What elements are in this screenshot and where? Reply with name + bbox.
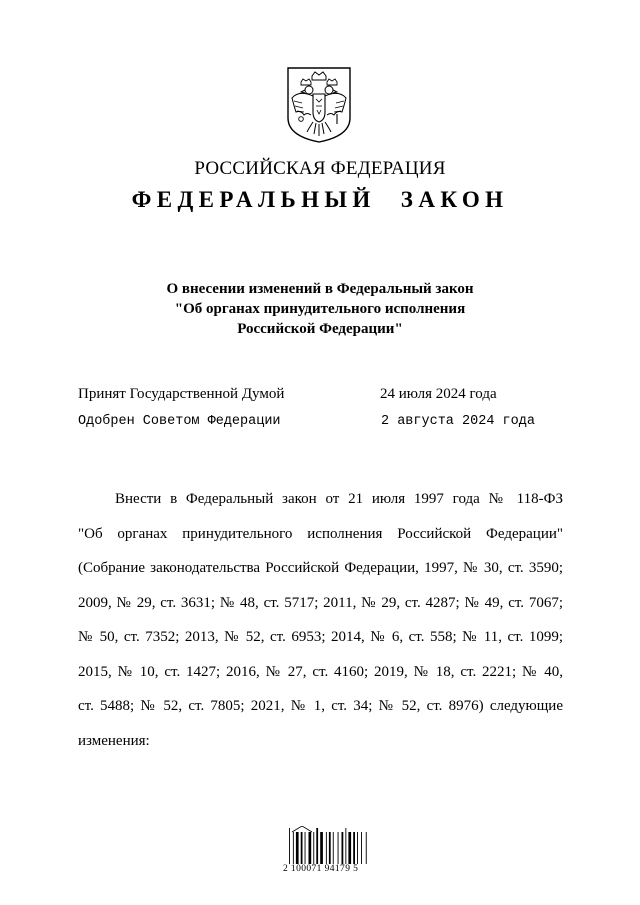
adoption-duma (78, 386, 578, 403)
body-line: Внести в Федеральный закон от 21 июля 1997 года № 118-ФЗ (115, 491, 563, 507)
body-paragraph (78, 489, 563, 765)
adoption-date: 24 июля 2024 года (380, 386, 497, 402)
adoption-council (78, 414, 578, 429)
body-line: № 50, ст. 7352; 2013, № 52, ст. 6953; 2014, № 6, ст. 558; № 11, ст. 1099; (78, 629, 563, 645)
adoption-label: Принят Государственной Думой (78, 386, 285, 402)
body-line: изменения: (78, 732, 150, 749)
law-title (0, 279, 640, 339)
adoption-label: Одобрен Советом Федерации (78, 414, 281, 429)
adoption-date: 2 августа 2024 года (381, 414, 535, 429)
state-name: РОССИЙСКАЯ ФЕДЕРАЦИЯ (194, 158, 446, 179)
document-type: ФЕДЕРАЛЬНЫЙ ЗАКОН (131, 187, 509, 212)
body-line: 2015, № 10, ст. 1427; 2016, № 27, ст. 4160; 2019, № 18, ст. 2221; № 40, (78, 663, 563, 680)
body-line: (Собрание законодательства Российской Федерации, 1997, № 30, ст. 3590; (78, 560, 563, 576)
law-title-line: О внесении изменений в Федеральный закон (166, 281, 474, 297)
law-title-line: Российской Федерации" (237, 321, 403, 337)
body-line: ст. 5488; № 52, ст. 7805; 2021, № 1, ст. 34; № 52, ст. 8976) следующие (78, 698, 563, 714)
law-title-line: "Об органах принудительного исполнения (174, 301, 466, 317)
coat-of-arms-icon (285, 66, 353, 144)
barcode-number: 2 100071 94179 5 (283, 864, 359, 874)
body-line: "Об органах принудительного исполнения Российской Федерации" (78, 525, 563, 542)
body-line: 2009, № 29, ст. 3631; № 48, ст. 5717; 2011, № 29, ст. 4287; № 49, ст. 7067; (78, 594, 563, 611)
